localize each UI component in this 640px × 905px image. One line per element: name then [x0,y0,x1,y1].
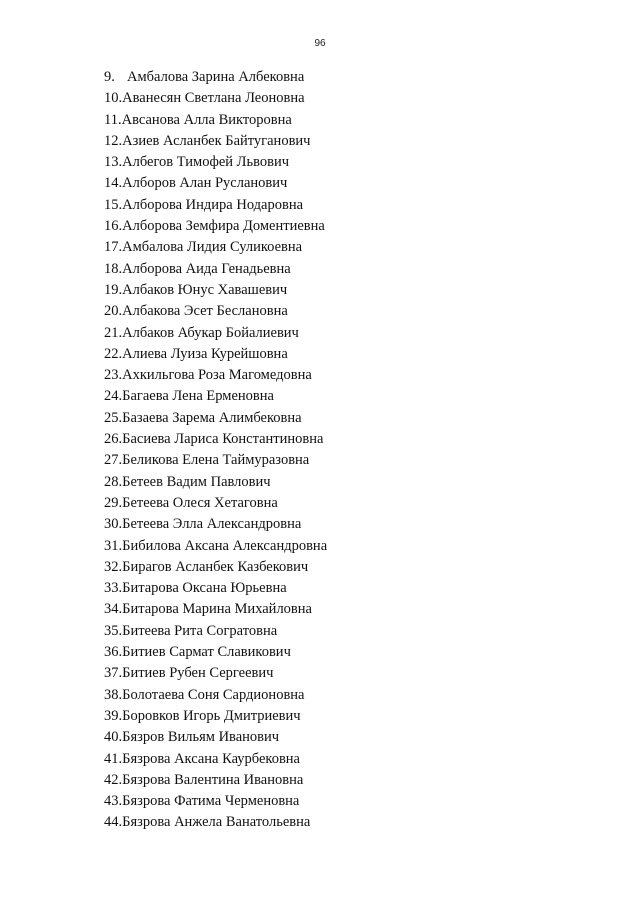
item-number: 25. [104,409,123,426]
item-name: Авсанова Алла Викторовна [121,111,292,128]
item-number: 20. [104,303,123,320]
item-name: Бязрова Валентина Ивановна [122,771,304,788]
item-name: Бязрова Фатима Черменовна [122,793,300,810]
item-number: 13. [104,154,123,171]
page-number: 96 [314,38,326,49]
list-item [104,323,327,344]
item-name: Бязров Вильям Иванович [122,729,280,746]
list-item [104,344,327,365]
item-number: 42. [104,771,123,788]
item-number: 18. [104,260,123,277]
list-item [104,706,327,727]
list-item [104,514,327,535]
list-item [104,685,327,706]
item-name: Базаева Зарема Алимбековна [122,409,302,426]
item-number: 19. [104,281,123,298]
item-number: 41. [104,750,123,767]
list-item [104,259,327,280]
item-number: 37. [104,665,123,682]
item-number: 17. [104,239,123,256]
item-name: Албаков Абукар Бойалиевич [122,324,299,341]
list-item [104,408,327,429]
item-number: 21. [104,324,123,341]
item-name: Битиев Сармат Славикович [122,644,291,661]
item-number: 10. [104,90,123,107]
item-name: Бирагов Асланбек Казбекович [122,558,309,575]
item-name: Бибилова Аксана Александровна [122,537,328,554]
item-number: 38. [104,686,123,703]
item-number: 31. [104,537,123,554]
item-name: Битиев Рубен Сергеевич [122,665,274,682]
item-number: 36. [104,644,123,661]
list-item [104,642,327,663]
item-name: Албегов Тимофей Львович [122,154,290,171]
list-item [104,131,327,152]
list-item [104,88,327,109]
item-number: 14. [104,175,123,192]
list-item [104,493,327,514]
list-item [104,749,327,770]
list-item [104,578,327,599]
item-name: Алборова Аида Генадьевна [122,260,291,277]
item-name: Азиев Асланбек Байтуганович [122,132,311,149]
name-list [104,67,327,834]
list-item [104,770,327,791]
item-number: 22. [104,345,123,362]
list-item [104,386,327,407]
item-number: 29. [104,494,123,511]
list-item [104,536,327,557]
item-number: 24. [104,388,123,405]
list-item [104,301,327,322]
item-name: Бетеева Элла Александровна [122,516,302,533]
list-item [104,365,327,386]
list-item [104,663,327,684]
list-item [104,557,327,578]
item-number: 30. [104,516,123,533]
list-item [104,599,327,620]
list-item [104,152,327,173]
item-name: Алборов Алан Русланович [122,175,288,192]
item-number: 11. [104,111,122,128]
item-number: 27. [104,452,123,469]
item-number: 12. [104,132,123,149]
item-number: 9. [104,69,115,85]
item-name: Албакова Эсет Беслановна [122,303,288,320]
list-item [104,280,327,301]
item-name: Битарова Марина Михайловна [122,601,312,618]
item-name: Битеева Рита Согратовна [122,622,278,639]
list-item [104,216,327,237]
item-name: Ахкильгова Роза Магомедовна [122,367,312,384]
item-name: Амбалова Лидия Суликоевна [122,239,303,256]
item-name: Албаков Юнус Хавашевич [122,281,288,298]
item-name: Алиева Луиза Курейшовна [122,345,288,362]
item-number: 39. [104,707,123,724]
item-name: Бязрова Анжела Ванатольевна [122,814,311,831]
item-name: Бязрова Аксана Каурбековна [122,750,300,767]
item-number: 44. [104,814,123,831]
item-number: 16. [104,218,123,235]
list-item [104,67,327,88]
item-number: 35. [104,622,123,639]
item-name: Битарова Оксана Юрьевна [122,580,287,597]
list-item [104,110,327,131]
item-name: Багаева Лена Ерменовна [122,388,274,405]
item-name: Алборова Индира Нодаровна [122,196,304,213]
list-item [104,450,327,471]
item-name: Болотаева Соня Сардионовна [122,686,305,703]
item-number: 26. [104,431,123,448]
item-number: 32. [104,558,123,575]
item-name: Бетеева Олеся Хетаговна [122,494,278,511]
item-name: Боровков Игорь Дмитриевич [122,707,301,724]
item-number: 28. [104,473,123,490]
item-number: 40. [104,729,123,746]
list-item [104,791,327,812]
list-item [104,621,327,642]
item-number: 43. [104,793,123,810]
item-name: Басиева Лариса Константиновна [122,431,324,448]
item-name: Беликова Елена Таймуразовна [122,452,310,469]
list-item [104,472,327,493]
item-number: 34. [104,601,123,618]
item-name: Аванесян Светлана Леоновна [122,90,305,107]
item-number: 15. [104,196,123,213]
item-name: Алборова Земфира Доментиевна [122,218,325,235]
item-name: Бетеев Вадим Павлович [122,473,271,490]
item-number: 23. [104,367,123,384]
list-item [104,237,327,258]
list-item [104,812,327,833]
item-name: Амбалова Зарина Албековна [127,69,305,85]
list-item [104,429,327,450]
list-item [104,727,327,748]
item-number: 33. [104,580,123,597]
list-item [104,173,327,194]
list-item [104,195,327,216]
